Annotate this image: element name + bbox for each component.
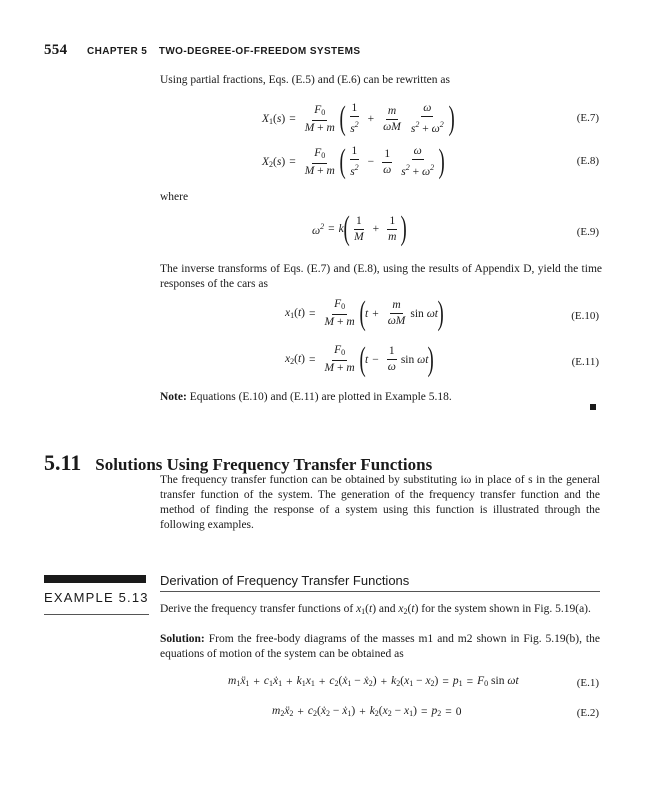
note-text: Equations (E.10) and (E.11) are plotted in Example 5.18. (186, 391, 452, 403)
solution-label: Solution: (160, 633, 205, 645)
example-statement-after: for the system shown in Fig. 5.19(a). (418, 603, 591, 615)
example-statement-before: Derive the frequency transfer functions of (160, 603, 357, 615)
equation-e8-number: (E.8) (576, 155, 599, 167)
equation-e10-number: (E.10) (571, 310, 599, 322)
chapter-label: CHAPTER 5 (86, 46, 148, 57)
inverse-transform-text: The inverse transforms of Eqs. (E.7) and (E.8), using the results of Appendix D, yield the time responses of the cars as (160, 263, 602, 290)
equation-e11-body: $x_2(t)$ = $\frac{F_0}{M + m}$ ( t − $\frac{1}{\omega}$ sin ωt ) (285, 340, 435, 378)
equation-e11-number: (E.11) (571, 356, 599, 368)
equation-e8 (0, 145, 645, 179)
end-of-example-mark (590, 404, 596, 410)
running-header (44, 42, 360, 59)
equation-e9-body: $\omega^2$ = k ( $\frac{1}{M}$ + $\frac{1}{m}$ ) (312, 210, 408, 247)
example-rule (160, 591, 600, 592)
equation-e9 (0, 210, 645, 248)
page-number: 554 (44, 42, 68, 58)
section-body: The frequency transfer function can be obtained by substituting iω in place of s in the general transfer function of the system. The generation of the frequency transfer function and the method of finding the response of a system using this function is illustrated through the following examples. (160, 474, 600, 531)
example-label-rule (44, 614, 149, 615)
equation-e7-number: (E.7) (576, 112, 599, 124)
equation-e2 (0, 705, 645, 725)
solution-text: From the free-body diagrams of the masses m1 and m2 shown in Fig. 5.19(b), the equations of motion of the system can be obtained as (160, 633, 600, 660)
note-paragraph (160, 390, 452, 405)
example-statement: Derive the frequency transfer functions of $x_1(t)$ and $x_2(t)$ for the system shown in Fig. 5.19(a). (160, 603, 591, 616)
example-bar (44, 575, 146, 583)
note-label: Note: (160, 391, 187, 403)
equation-e10 (0, 294, 645, 332)
example-label: EXAMPLE 5.13 (44, 590, 149, 605)
equation-e7 (0, 102, 645, 136)
intro-text: Using partial fractions, Eqs. (E.5) and (E.6) can be rewritten as (160, 74, 450, 86)
equation-e1-body: $m_1ẍ_1$ + $c_1ẋ_1$ + $k_1x_1$ + $c_2(ẋ_1$ − ẋ$_2$) + $k_2(x_1 - x_2)$ = $p_1$ = $F_0$ sin ωt (228, 675, 519, 688)
equation-e8-body: $X_2(s)$ = $\frac{F_0}{M + m}$ ( $\frac{1}{s^2}$ − $\frac{1}{\omega}$ $\frac{\omega}{s^2 + \omega^2}$ ) (262, 143, 445, 180)
equation-e11 (0, 340, 645, 378)
equation-e9-number: (E.9) (576, 226, 599, 238)
section-title: Solutions Using Frequency Transfer Functions (95, 455, 433, 474)
chapter-title: TWO-DEGREE-OF-FREEDOM SYSTEMS (158, 46, 361, 57)
example-title: Derivation of Frequency Transfer Functions (160, 573, 410, 588)
solution-paragraph (160, 632, 600, 662)
equation-e1-number: (E.1) (576, 677, 599, 689)
equation-e10-body: $x_1(t)$ = $\frac{F_0}{M + m}$ ( t + $\frac{m}{\omega M}$ sin ωt ) (285, 294, 444, 332)
where-text: where (160, 191, 189, 203)
equation-e2-number: (E.2) (576, 707, 599, 719)
equation-e7-body: $X_1(s)$ = $\frac{F_0}{M + m}$ ( $\frac{1}{s^2}$ + $\frac{m}{\omega M}$ $\frac{\omega}{s^2 + \omega^2}$ ) (262, 100, 455, 137)
section-number: 5.11 (44, 450, 82, 475)
equation-e2-body: $m_2ẍ_2$ + $c_2(ẋ_2$ − ẋ$_1$) + $k_2(x_2 - x_1)$ = $p_2$ = 0 (272, 705, 462, 718)
equation-e1 (0, 675, 645, 695)
